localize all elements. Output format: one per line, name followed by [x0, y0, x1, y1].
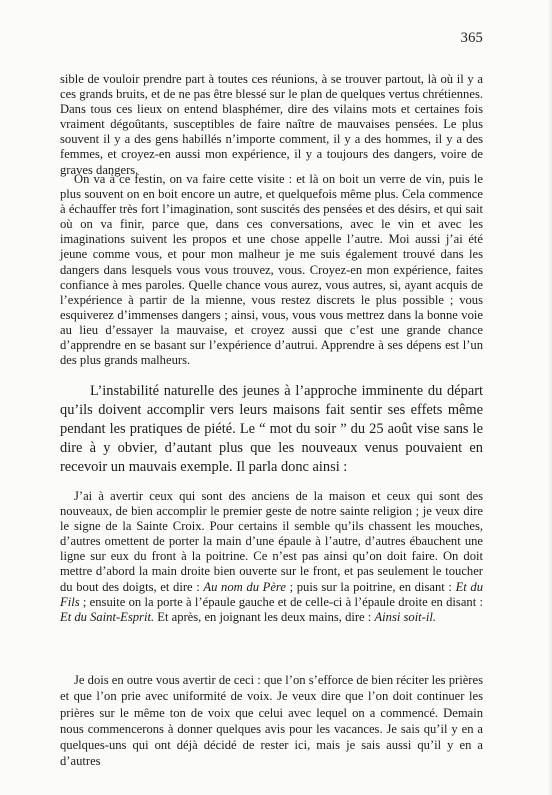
paragraph-4-italic-4: Ainsi soit-il.: [374, 609, 437, 624]
paragraph-4-italic-1: Au nom du Père: [203, 579, 286, 594]
scan-edge-shadow: [548, 0, 552, 795]
paragraph-2-block: [60, 172, 483, 368]
paragraph-1-block: [60, 72, 483, 178]
paragraph-4-text-b: ; puis sur la poitrine, en disant :: [285, 579, 456, 594]
paragraph-4-text-d: Et après, en joignant les deux mains, dire :: [154, 609, 375, 624]
editorial-paragraph: L’instabilité naturelle des jeunes à l’approche imminente du départ qu’ils doivent accomplir vers leurs maisons fait sentir ses effets même pendant les pratiques de piété. Le “ mot du soir ” du 25 août vise sans le dire à y obvier, d’autant plus que les nouveaux venus pouvaient en recevoir un mauvais exemple. Il parla donc ainsi :: [60, 383, 483, 475]
paragraph-5: Je dois en outre vous avertir de ceci : que l’on s’efforce de bien réciter les prières et que l’on prie avec uniformité de voix. Je veux dire que l’on doit continuer les prières sur le même ton de voix que celui avec lequel on a commencé. Demain nous commencerons à donner quelques avis pour les vacances. Je sais qu’il y en a quelques-uns qui ont déjà décidé de rester ici, mais je sais aussi qu’il y en a d’autres: [60, 673, 483, 769]
paragraph-4: [60, 489, 483, 625]
editorial-paragraph-block: [60, 382, 483, 477]
paragraph-4-text-c: ; ensuite on la porte à l’épaule gauche et de celle-ci à l’épaule droite en disant :: [79, 594, 483, 609]
paragraph-4-block: [60, 489, 483, 625]
paragraph-4-italic-3: Et du Saint-Esprit.: [60, 609, 155, 624]
paragraph-5-block: [60, 672, 483, 770]
page-number: 365: [460, 30, 483, 46]
paragraph-4-text-a: J’ai à avertir ceux qui sont des anciens de la maison et ceux qui sont des nouveaux, de bien accomplir le premier geste de notre sainte religion ; je veux dire le signe de la Sainte Croix. Pour certains il semble qu’ils chassent les mouches, d’autres omettent de porter la main d’une épaule à l’autre, d’autres ébauchent une ligne sur eux du front à la poitrine. Ce n’est pas ainsi qu’on doit faire. On doit mettre d’abord la main droite bien ouverte sur le front, et pas seulement le toucher du bout des doigts, et dire :: [60, 489, 483, 594]
paragraph-4-italic-2: Et du Fils: [60, 579, 483, 609]
paragraph-2: On va à ce festin, on va faire cette visite : et là on boit un verre de vin, puis le plus souvent on en boit encore un autre, et quelquefois même plus. Cela commence à échauffer très fort l’imagination, sont suscités des pensées et des désirs, et qui sait où on va finir, parce que, dans ces conversations, avec le vin et avec les imaginations suivent les propos et une chose appelle l’autre. Moi aussi j’ai été jeune comme vous, et pour mon malheur je me suis également trouvé dans les dangers dans lesquels vous vous trouvez, vous. Croyez-en mon expérience, faites confiance à mes paroles. Quelle chance vous aurez, vous autres, si, ayant acquis de l’expérience à partir de la mienne, vous restez discrets le plus possible ; vous esquiverez d’immenses dangers ; ainsi, vous, vous vous mettrez dans la bonne voie au lieu d’essayer la mauvaise, et croyez aussi que c’est une grande chance d’apprendre en se basant sur l’expérience d’autrui. Apprendre à ses dépens est l’un des plus grands malheurs.: [60, 172, 483, 368]
paragraph-1: sible de vouloir prendre part à toutes ces réunions, à se trouver partout, là où il y a ces grands bruits, et de ne pas être blessé sur le plan de quelques vertus chrétiennes. Dans tous ces lieux on entend blasphémer, dire des vilains mots et certaines fois vraiment dégoûtants, susceptibles de faire naître de mauvaises pensées. Le plus souvent il y a des gens habillés n’importe comment, il y a des hommes, il y a des femmes, et croyez-en aussi mon expérience, il y a toujours des dangers, voire de graves dangers.: [60, 72, 483, 177]
